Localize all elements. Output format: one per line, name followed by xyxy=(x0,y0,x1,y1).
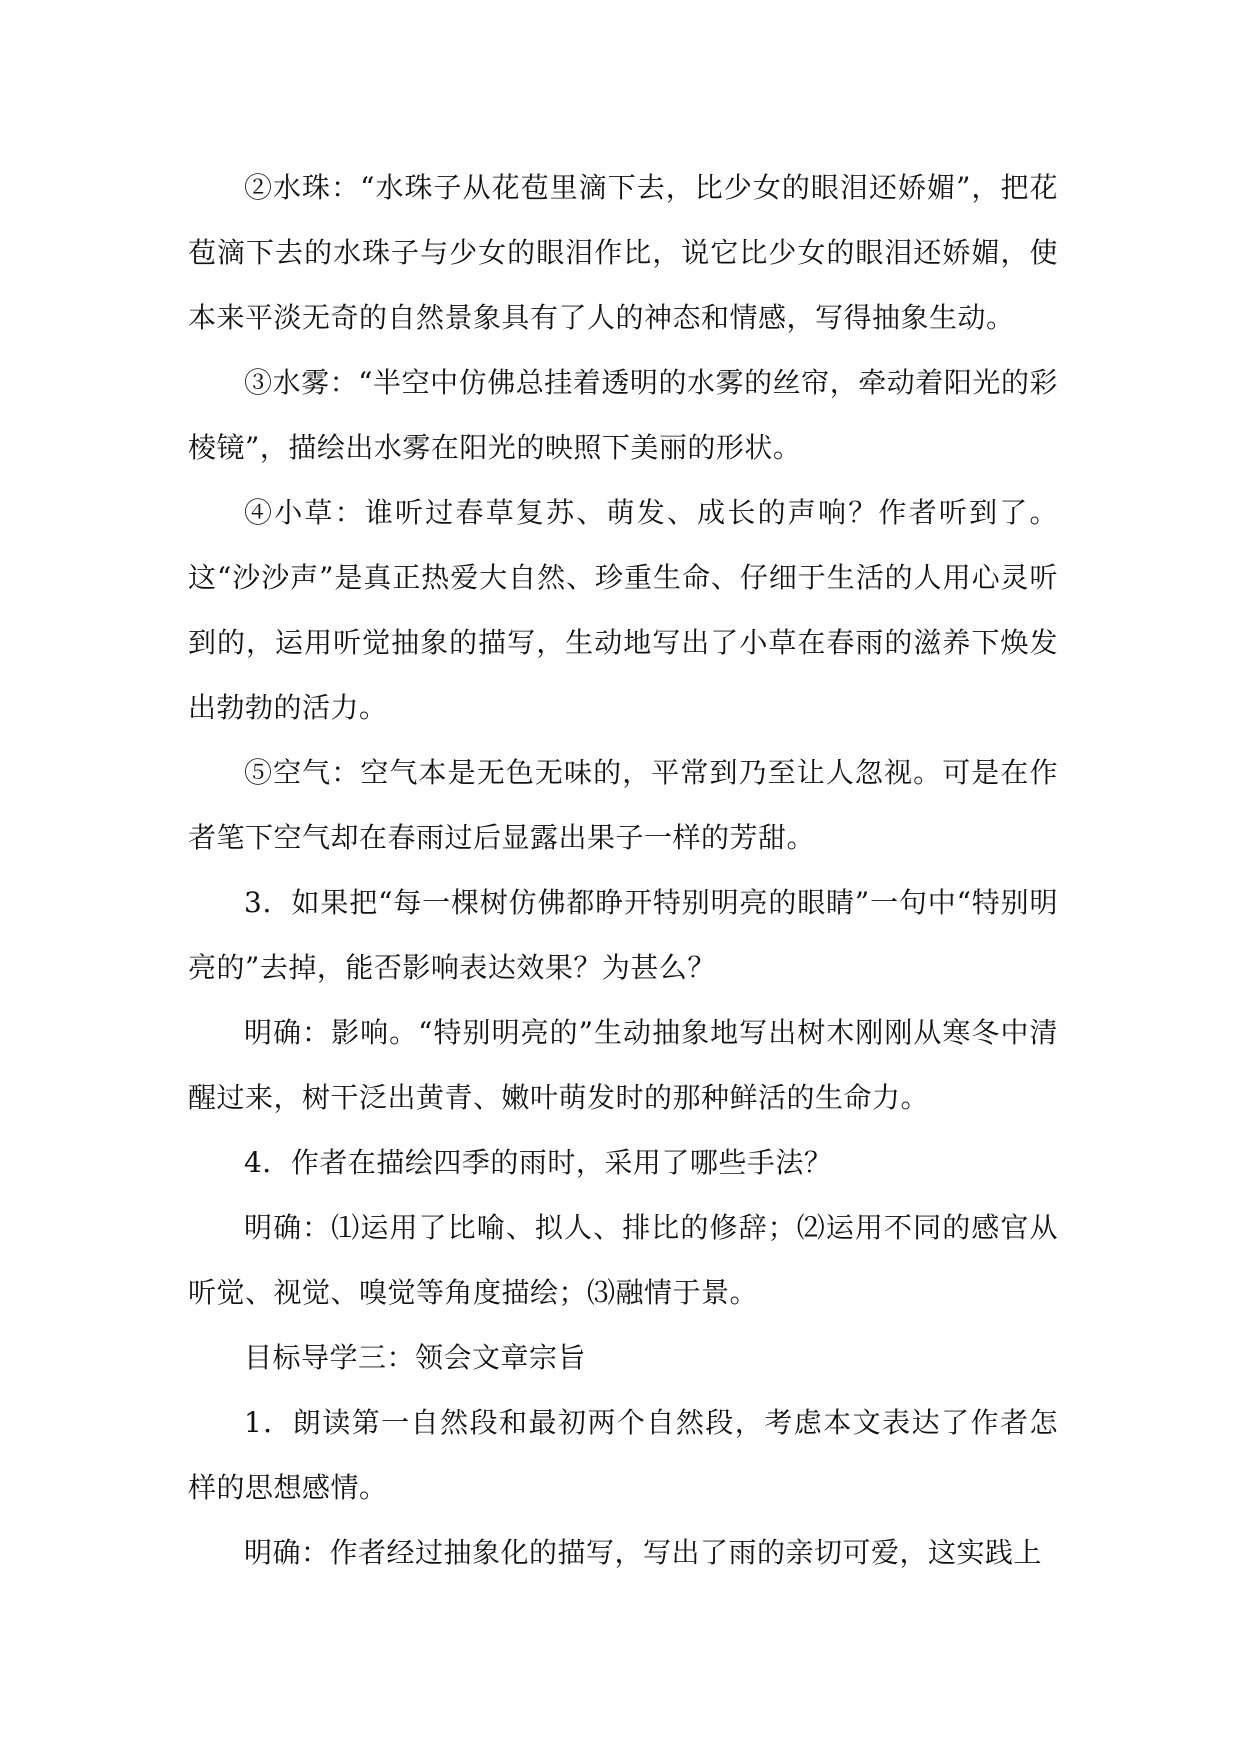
answer-1: 明确：作者经过抽象化的描写，写出了雨的亲切可爱，这实践上 xyxy=(244,1536,1043,1569)
section-heading: 目标导学三：领会文章宗旨 xyxy=(244,1341,587,1374)
paragraph-grass: ④小草：谁听过春草复苏、萌发、成长的声响？作者听到了。这“沙沙声”是真正热爱大自然、珍重生命、仔细于生活的人用心灵听到的，运用听觉抽象的描写，生动地写出了小草在春雨的滋养下焕发出勃勃的活力。 xyxy=(188,496,1058,724)
answer-4: 明确：⑴运用了比喻、拟人、排比的修辞；⑵运用不同的感官从听觉、视觉、嗅觉等角度描绘；⑶融情于景。 xyxy=(188,1211,1058,1309)
document-body xyxy=(188,155,1058,1585)
answer-3: 明确：影响。“特别明亮的”生动抽象地写出树木刚刚从寒冬中清醒过来，树干泛出黄青、嫩叶萌发时的那种鲜活的生命力。 xyxy=(188,1016,1058,1114)
question-1: 1．朗读第一自然段和最初两个自然段，考虑本文表达了作者怎样的思想感情。 xyxy=(188,1406,1058,1504)
question-3: 3．如果把“每一棵树仿佛都睁开特别明亮的眼睛”一句中“特别明亮的”去掉，能否影响表达效果？为甚么？ xyxy=(188,886,1058,984)
question-4: 4．作者在描绘四季的雨时，采用了哪些手法？ xyxy=(244,1146,833,1179)
paragraph-air: ⑤空气：空气本是无色无味的，平常到乃至让人忽视。可是在作者笔下空气却在春雨过后显露出果子一样的芳甜。 xyxy=(188,756,1058,854)
paragraph-water-drops: ②水珠：“水珠子从花苞里滴下去，比少女的眼泪还娇媚”，把花苞滴下去的水珠子与少女的眼泪作比，说它比少女的眼泪还娇媚，使本来平淡无奇的自然景象具有了人的神态和情感，写得抽象生动。 xyxy=(188,171,1058,334)
paragraph-water-mist: ③水雾：“半空中仿佛总挂着透明的水雾的丝帘，牵动着阳光的彩棱镜”，描绘出水雾在阳光的映照下美丽的形状。 xyxy=(188,366,1058,464)
